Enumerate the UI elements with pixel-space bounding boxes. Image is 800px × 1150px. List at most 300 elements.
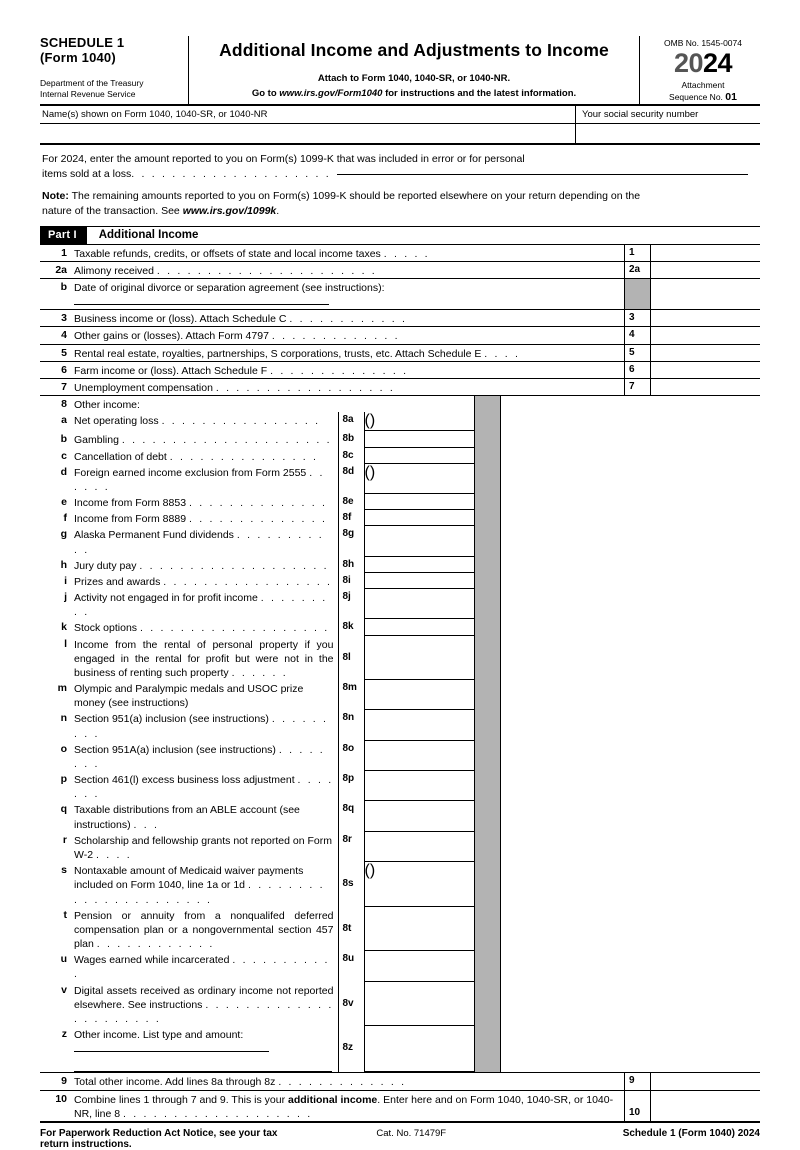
note-line-2: [42, 204, 758, 219]
line-8v-gray: [474, 982, 500, 1027]
line-8h-amount[interactable]: [364, 557, 474, 573]
line-8d-dots: . . . . . .: [74, 466, 325, 493]
line-8s-paren-right: ): [369, 862, 376, 880]
line-1-right: [624, 245, 760, 261]
line-8v-text: Digital assets received as ordinary income not reported elsewhere. See instructions: [74, 984, 334, 1011]
line-9-row: [40, 1072, 760, 1090]
line-8s-gray: [474, 862, 500, 907]
line-6-box-label: 6: [624, 362, 650, 378]
line-8o-gray: [474, 741, 500, 771]
line-4-number: 4: [61, 329, 67, 342]
line-8c-gray: [474, 448, 500, 464]
line-10-desc: [74, 1091, 624, 1121]
line-8l-gray: [474, 636, 500, 681]
line-2b-text: Date of original divorce or separation agreement (see instructions):: [74, 281, 385, 294]
line-2a-box-label: 2a: [624, 262, 650, 278]
line-4-desc: [74, 327, 624, 343]
line-8g-tail: [500, 526, 761, 556]
line-8s-row: [40, 862, 760, 907]
line-8p-text: Section 461(l) excess business loss adjustment: [74, 774, 295, 787]
omb-number: OMB No. 1545-0074: [664, 38, 742, 48]
year-suffix: 24: [703, 48, 733, 78]
line-1-amount[interactable]: [650, 245, 760, 261]
line-8p-row: [40, 771, 760, 801]
ssn-input[interactable]: [575, 124, 760, 143]
line-9-right: [624, 1073, 760, 1089]
line-8r-desc: [74, 832, 338, 862]
line-8g-amount[interactable]: [364, 526, 474, 556]
line-8n-amount[interactable]: [364, 710, 474, 740]
sequence-number: 01: [725, 90, 737, 103]
note-label: Note:: [42, 190, 69, 203]
line-8t-row: [40, 907, 760, 952]
line-8k-gray: [474, 619, 500, 635]
department-line-1: Department of the Treasury: [40, 77, 144, 88]
line-8h-text: Jury duty pay: [74, 559, 137, 572]
line-8j-amount[interactable]: [364, 589, 474, 619]
note-text-2: nature of the transaction. See: [42, 205, 183, 218]
line-5-number: 5: [61, 346, 67, 359]
line-3-amount[interactable]: [650, 310, 760, 326]
line-8g-gray: [474, 526, 500, 556]
line-8-spacer-label: [338, 396, 364, 412]
line-8s-amount[interactable]: [364, 862, 474, 907]
line-5-box-label: 5: [624, 345, 650, 361]
intro-line-2-text: items sold at a loss: [42, 167, 132, 180]
line-8k-text: Stock options: [74, 622, 138, 635]
line-8o-row: [40, 741, 760, 771]
line-4-dots: . . . . . . . . . . . . .: [271, 330, 400, 343]
part-1-tag: Part I: [40, 227, 87, 244]
line-8c-row: [40, 448, 760, 464]
line-8h-gray: [474, 557, 500, 573]
line-8f-row: [40, 510, 760, 526]
note-text-3: .: [276, 205, 280, 218]
line-8a-desc: [74, 412, 338, 431]
line-8u-gray: [474, 951, 500, 981]
line-8z-box-label: 8z: [338, 1026, 364, 1072]
line-8b-number: b: [60, 433, 67, 446]
line-1-dots: . . . . .: [383, 247, 430, 260]
form-label: (Form 1040): [40, 49, 116, 65]
line-8p-number: p: [60, 773, 67, 786]
line-8j-number: j: [64, 591, 67, 604]
line-8i-gray: [474, 573, 500, 589]
line-8l-dots: . . . . . .: [231, 666, 288, 679]
intro-line-1: For 2024, enter the amount reported to you on Form(s) 1099-K that was included in error or for personal: [42, 152, 525, 165]
line-8u-row: [40, 951, 760, 981]
line-2b-desc: [74, 279, 624, 309]
department-block: [40, 78, 182, 100]
line-8t-box-label: 8t: [338, 907, 364, 952]
line-8l-tail: [500, 636, 761, 681]
name-input[interactable]: [40, 124, 575, 143]
line-8m-row: [40, 680, 760, 710]
line-8b-gray: [474, 431, 500, 447]
line-1-number: 1: [61, 246, 67, 259]
line-8-tail: [500, 396, 761, 412]
line-6-number: 6: [61, 363, 67, 376]
line-8o-tail: [500, 741, 761, 771]
line-8d-amount[interactable]: [364, 464, 474, 494]
line-8i-tail: [500, 573, 761, 589]
name-row-label: Name(s) shown on Form 1040, 1040-SR, or 1040-NR: [42, 108, 268, 120]
line-7-box-label: 7: [624, 379, 650, 395]
line-8f-box-label: 8f: [338, 510, 364, 526]
line-8d-paren-right: ): [369, 463, 376, 481]
line-8d-tail: [500, 464, 761, 494]
line-8r-row: [40, 832, 760, 862]
line-9-desc: [74, 1073, 624, 1089]
line-8-number: 8: [61, 398, 67, 411]
line-8u-text: Wages earned while incarcerated: [74, 954, 230, 967]
line-2b-date-field[interactable]: [74, 295, 329, 305]
line-2a-number: 2a: [55, 263, 67, 276]
line-8i-text: Prizes and awards: [74, 575, 161, 588]
line-8q-amount[interactable]: [364, 801, 474, 831]
line-8g-number: g: [60, 528, 67, 541]
line-4-amount[interactable]: [650, 327, 760, 343]
line-2a-desc: [74, 262, 624, 278]
line-9-number: 9: [61, 1075, 67, 1088]
line-8u-dots: . . . . . . . . . . .: [74, 954, 330, 981]
intro-amount-field[interactable]: [337, 174, 748, 175]
line-8j-tail: [500, 589, 761, 619]
line-3-dots: . . . . . . . . . . . .: [289, 313, 408, 326]
line-8r-amount[interactable]: [364, 832, 474, 862]
line-9-amount[interactable]: [650, 1073, 760, 1089]
footer-schedule-id: Schedule 1 (Form 1040) 2024: [622, 1127, 760, 1139]
header-left-block: [40, 36, 188, 104]
line-8u-box-label: 8u: [338, 951, 364, 981]
line-1-box-label: 1: [624, 245, 650, 261]
line-8j-text: Activity not engaged in for profit income: [74, 592, 258, 605]
line-3-number: 3: [61, 312, 67, 325]
line-5-amount[interactable]: [650, 345, 760, 361]
line-8a-amount[interactable]: [364, 412, 474, 431]
line-8k-desc: [74, 619, 338, 635]
line-8n-tail: [500, 710, 761, 740]
line-8i-row: [40, 573, 760, 589]
line-8z-type-field[interactable]: [74, 1042, 269, 1052]
line-8r-tail: [500, 832, 761, 862]
line-8d-row: [40, 464, 760, 494]
line-8d-paren-left: (: [364, 463, 370, 481]
line-8p-gray: [474, 771, 500, 801]
line-8q-text: Taxable distributions from an ABLE account (see instructions): [74, 804, 300, 831]
line-8o-box-label: 8o: [338, 741, 364, 771]
line-8-text: Other income:: [74, 399, 140, 412]
line-8a-paren-right: ): [369, 412, 376, 430]
line-8f-tail: [500, 510, 761, 526]
line-7-number: 7: [61, 381, 67, 393]
line-3-box-label: 3: [624, 310, 650, 326]
line-8z-tail: [500, 1026, 761, 1072]
line-8o-dots: . . . . . . . .: [74, 743, 325, 770]
line-8p-desc: [74, 771, 338, 801]
line-8v-row: [40, 982, 760, 1027]
line-8a-text: Net operating loss: [74, 415, 159, 428]
line-8v-amount[interactable]: [364, 982, 474, 1027]
line-8c-number: c: [61, 449, 67, 462]
line-8c-desc: [74, 448, 338, 464]
line-2b-amount: [650, 279, 760, 309]
line-7-text: Unemployment compensation: [74, 382, 213, 394]
line-8l-amount[interactable]: [364, 636, 474, 681]
line-1-desc: [74, 245, 624, 261]
line-8r-dots: . . . .: [95, 848, 132, 861]
line-8-header-row: [40, 396, 760, 412]
line-8t-text: Pension or annuity from a nonqualifed deferred compensation plan or a nongovernmental section 457 plan: [74, 909, 334, 951]
line-10-amount[interactable]: [650, 1091, 760, 1121]
line-8e-box-label: 8e: [338, 494, 364, 510]
line-7-dots: . . . . . . . . . . . . . . . . . .: [215, 382, 395, 394]
line-2a-text: Alimony received: [74, 264, 154, 277]
line-10-box-label: 10: [624, 1091, 650, 1121]
intro-line-2-dots: . . . . . . . . . . . . . . . . . . . .: [131, 167, 331, 180]
line-8e-text: Income from Form 8853: [74, 497, 187, 510]
line-8n-box-label: 8n: [338, 710, 364, 740]
line-8g-box-label: 8g: [338, 526, 364, 556]
irs-url[interactable]: www.irs.gov/Form1040: [279, 88, 383, 99]
line-8h-row: [40, 557, 760, 573]
line-8k-dots: . . . . . . . . . . . . . . . . . . .: [139, 622, 330, 635]
line-8r-gray: [474, 832, 500, 862]
form-title: Additional Income and Adjustments to Income: [219, 40, 609, 60]
line-8n-number: n: [60, 712, 67, 725]
line-2a-row: [40, 262, 760, 279]
line-8e-desc: [74, 494, 338, 510]
line-8g-desc: [74, 526, 338, 556]
line-4-row: [40, 327, 760, 344]
line-8l-number: l: [64, 637, 67, 650]
line-8n-row: [40, 710, 760, 740]
note-text-1: The remaining amounts reported to you on Form(s) 1099-K should be reported elsewhere on your return depending on the: [68, 190, 641, 203]
line-8l-text: Income from the rental of personal property if you engaged in the rental for profit but were not in the business of renting such property: [74, 638, 334, 679]
line-8a-number: a: [61, 414, 67, 427]
line-8d-text: Foreign earned income exclusion from Form 2555: [74, 466, 307, 479]
line-8t-desc: [74, 907, 338, 952]
line-1-row: [40, 245, 760, 262]
line-8a-paren-left: (: [364, 412, 370, 430]
line-8p-dots: . . . . . . .: [74, 774, 334, 801]
line-8g-dots: . . . . . . . . . . .: [74, 529, 324, 556]
footer-notice: For Paperwork Reduction Act Notice, see your tax return instructions.: [40, 1127, 278, 1150]
intro-line-2: [42, 167, 758, 182]
line-8m-gray: [474, 680, 500, 710]
line-8s-text: Nontaxable amount of Medicaid waiver payments included on Form 1040, line 1a or 1d: [74, 865, 304, 892]
line-8e-gray: [474, 494, 500, 510]
line-8f-dots: . . . . . . . . . . . . . .: [188, 513, 328, 526]
line-8n-desc: [74, 710, 338, 740]
line-10-dots: . . . . . . . . . . . . . . . . . . .: [123, 1107, 313, 1120]
line-8t-gray: [474, 907, 500, 952]
form-footer: [40, 1121, 760, 1150]
line-10-right: [624, 1091, 760, 1121]
line-8l-desc: [74, 636, 338, 681]
line-8u-number: u: [60, 953, 67, 966]
line-8r-text: Scholarship and fellowship grants not reported on Form W-2: [74, 834, 332, 861]
line-9-text: Total other income. Add lines 8a through 8z: [74, 1076, 276, 1089]
line-8k-tail: [500, 619, 761, 635]
line-8c-amount[interactable]: [364, 448, 474, 464]
line-2a-amount[interactable]: [650, 262, 760, 278]
line-8c-dots: . . . . . . . . . . . . . . .: [169, 450, 319, 463]
line-8b-desc: [74, 431, 338, 447]
line-7-desc: [74, 379, 624, 395]
line-8b-amount[interactable]: [364, 431, 474, 447]
line-2a-dots: . . . . . . . . . . . . . . . . . . . . . .: [156, 264, 377, 277]
line-8m-box-label: 8m: [338, 680, 364, 710]
line-3-right: [624, 310, 760, 326]
attach-to-text: Attach to Form 1040, 1040-SR, or 1040-NR.: [317, 73, 511, 84]
line-9-box-label: 9: [624, 1073, 650, 1089]
line-8f-amount[interactable]: [364, 510, 474, 526]
line-8t-number: t: [63, 908, 67, 921]
line-8f-text: Income from Form 8889: [74, 513, 187, 526]
line-8n-gray: [474, 710, 500, 740]
line-8t-amount[interactable]: [364, 907, 474, 952]
line-7-amount[interactable]: [650, 379, 760, 395]
intro-block: [40, 145, 760, 182]
footer-cat-no: Cat. No. 71479F: [376, 1127, 447, 1139]
irs-1099k-url[interactable]: www.irs.gov/1099k: [182, 205, 277, 218]
line-2b-row: [40, 279, 760, 310]
line-8-gray-gap: [474, 396, 500, 412]
line-8m-text: Olympic and Paralympic medals and USOC prize money (see instructions): [74, 683, 304, 710]
line-8h-number: h: [60, 558, 67, 571]
line-8s-paren-left: (: [364, 862, 370, 880]
line-8k-row: [40, 619, 760, 635]
line-8z-number: z: [61, 1028, 67, 1041]
line-6-text: Farm income or (loss). Attach Schedule F: [74, 364, 268, 377]
line-8n-dots: . . . . . . . . .: [74, 713, 329, 740]
line-8z-desc: [74, 1026, 338, 1072]
line-8i-dots: . . . . . . . . . . . . . . . . .: [163, 575, 333, 588]
line-8a-row: [40, 412, 760, 431]
line-8v-desc: [74, 982, 338, 1027]
line-7-right: [624, 379, 760, 395]
line-3-text: Business income or (loss). Attach Schedule C: [74, 313, 287, 326]
line-8o-amount[interactable]: [364, 741, 474, 771]
line-8s-number: s: [61, 864, 67, 877]
line-6-right: [624, 362, 760, 378]
line-8p-tail: [500, 771, 761, 801]
line-10-text-pre: Combine lines 1 through 7 and 9. This is your: [74, 1093, 289, 1106]
line-8e-dots: . . . . . . . . . . . . . .: [188, 497, 328, 510]
line-8v-box-label: 8v: [338, 982, 364, 1027]
goto-line: [193, 88, 635, 99]
attachment-sequence: [646, 80, 760, 104]
line-8q-desc: [74, 801, 338, 831]
line-10-row: [40, 1091, 760, 1121]
line-8z-text: Other income. List type and amount:: [74, 1029, 244, 1042]
line-8q-gray: [474, 801, 500, 831]
line-8k-number: k: [61, 621, 67, 634]
line-8c-box-label: 8c: [338, 448, 364, 464]
line-8s-dots: . . . . . . . . . . . . . . . . . . . . . .: [74, 879, 325, 906]
line-6-amount[interactable]: [650, 362, 760, 378]
line-8m-desc: [74, 680, 338, 710]
line-3-row: [40, 310, 760, 327]
line-8k-amount[interactable]: [364, 619, 474, 635]
schedule-label: SCHEDULE 1: [40, 35, 125, 50]
line-8h-tail: [500, 557, 761, 573]
line-8b-row: [40, 431, 760, 447]
line-6-dots: . . . . . . . . . . . . . .: [270, 364, 409, 377]
form-header: [40, 36, 760, 106]
line-8g-row: [40, 526, 760, 556]
line-8r-number: r: [62, 833, 67, 846]
name-entry-row: [40, 124, 760, 145]
line-2a-right: [624, 262, 760, 278]
line-8u-amount[interactable]: [364, 951, 474, 981]
line-8t-tail: [500, 907, 761, 952]
line-8o-number: o: [60, 742, 67, 755]
line-8q-row: [40, 801, 760, 831]
line-8b-tail: [500, 431, 761, 447]
line-8m-amount[interactable]: [364, 680, 474, 710]
line-5-desc: [74, 345, 624, 361]
part-1-title: Additional Income: [98, 229, 199, 242]
line-10-number: 10: [55, 1092, 67, 1105]
line-8q-dots: . . .: [133, 818, 160, 831]
line-8p-amount[interactable]: [364, 771, 474, 801]
lines-section: [40, 245, 760, 1121]
line-3-desc: [74, 310, 624, 326]
line-8l-row: [40, 636, 760, 681]
form-sheet: [40, 36, 760, 1150]
attachment-label: Attachment: [681, 80, 725, 90]
line-8f-number: f: [63, 512, 67, 525]
line-8s-desc: [74, 862, 338, 907]
goto-suffix: for instructions and the latest information.: [382, 88, 577, 99]
line-5-right: [624, 345, 760, 361]
line-8l-box-label: 8l: [338, 636, 364, 681]
line-8k-box-label: 8k: [338, 619, 364, 635]
line-8j-row: [40, 589, 760, 619]
line-8v-tail: [500, 982, 761, 1027]
line-8f-desc: [74, 510, 338, 526]
line-8z-amount[interactable]: [364, 1026, 474, 1072]
tax-year: [646, 50, 760, 77]
part-1-bar: [40, 226, 760, 245]
line-10-text-bold: additional income: [288, 1093, 378, 1106]
line-8b-text: Gambling: [74, 434, 119, 447]
ssn-label: Your social security number: [575, 106, 760, 123]
line-8m-number: m: [57, 682, 67, 695]
line-8h-desc: [74, 557, 338, 573]
line-8i-amount[interactable]: [364, 573, 474, 589]
line-8f-gray: [474, 510, 500, 526]
line-8d-gray: [474, 464, 500, 494]
line-8b-box-label: 8b: [338, 431, 364, 447]
line-8b-dots: . . . . . . . . . . . . . . . . . . . . .: [121, 434, 332, 447]
line-1-text: Taxable refunds, credits, or offsets of state and local income taxes: [74, 247, 381, 260]
line-8e-amount[interactable]: [364, 494, 474, 510]
line-8z-row: [40, 1026, 760, 1072]
line-8e-number: e: [61, 496, 67, 509]
line-5-text: Rental real estate, royalties, partnerships, S corporations, trusts, etc. Attach Schedule E: [74, 347, 482, 360]
line-8s-box-label: 8s: [338, 862, 364, 907]
line-8z-second-rule[interactable]: [74, 1059, 332, 1072]
line-8i-desc: [74, 573, 338, 589]
line-8h-dots: . . . . . . . . . . . . . . . . . . .: [139, 559, 329, 572]
line-6-desc: [74, 362, 624, 378]
line-8g-text: Alaska Permanent Fund dividends: [74, 529, 234, 542]
line-8u-tail: [500, 951, 761, 981]
line-4-text: Other gains or (losses). Attach Form 4797: [74, 330, 269, 343]
